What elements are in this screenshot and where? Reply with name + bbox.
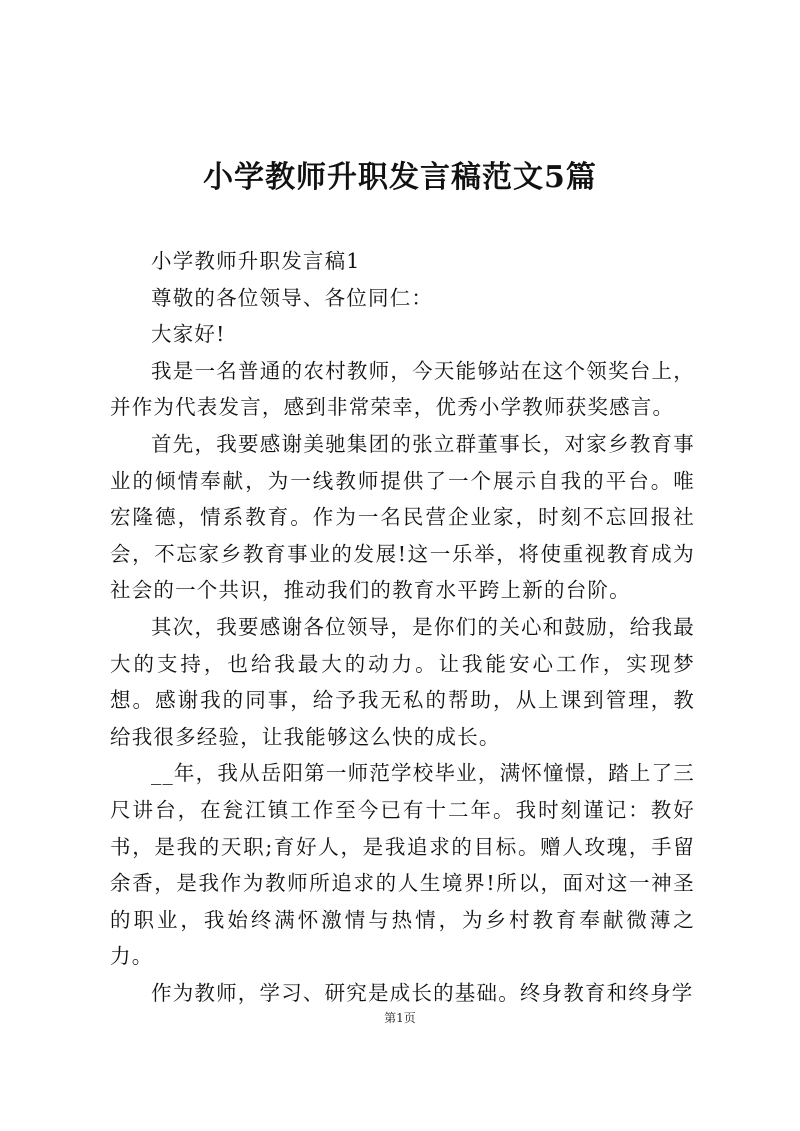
paragraph-salutation: 尊敬的各位领导、各位同仁： xyxy=(151,285,434,310)
paragraph-study: 作为教师，学习、研究是成长的基础。终身教育和终身学 xyxy=(151,980,694,1005)
paragraph-subtitle: 小学教师升职发言稿1 xyxy=(151,249,361,273)
paragraph-thanks-leaders: 其次，我要感谢各位领导，是你们的关心和鼓励，给我最大的支持，也给我最大的动力。让我能安心工作，实现梦想。感谢我的同事，给予我无私的帮助，从上课到管理，教给我很多经验，让我能够这么快的成长。 xyxy=(110,614,695,749)
paragraph-greeting: 大家好! xyxy=(151,322,226,347)
paragraph-intro: 我是一名普通的农村教师，今天能够站在这个领奖台上，并作为代表发言，感到非常荣幸，优秀小学教师获奖感言。 xyxy=(110,358,695,420)
paragraph-thanks-chairman: 首先，我要感谢美驰集团的张立群董事长，对家乡教育事业的倾情奉献，为一线教师提供了一个展示自我的平台。唯宏隆德，情系教育。作为一名民营企业家，时刻不忘回报社会，不忘家乡教育事业的发展!这一乐举，将使重视教育成为社会的一个共识，推动我们的教育水平跨上新的台阶。 xyxy=(110,431,695,603)
document-title: 小学教师升职发言稿范文5篇 xyxy=(203,160,597,195)
paragraph-career: __年，我从岳阳第一师范学校毕业，满怀憧憬，踏上了三尺讲台，在瓮江镇工作至今已有十二年。我时刻谨记：教好书，是我的天职;育好人，是我追求的目标。赠人玫瑰，手留余香，是我作为教师所追求的人生境界!所以，面对这一神圣的职业，我始终满怀激情与热情，为乡村教育奉献微薄之力。 xyxy=(110,761,695,969)
document-body xyxy=(110,243,695,1011)
page-number: 第1页 xyxy=(384,1011,416,1025)
